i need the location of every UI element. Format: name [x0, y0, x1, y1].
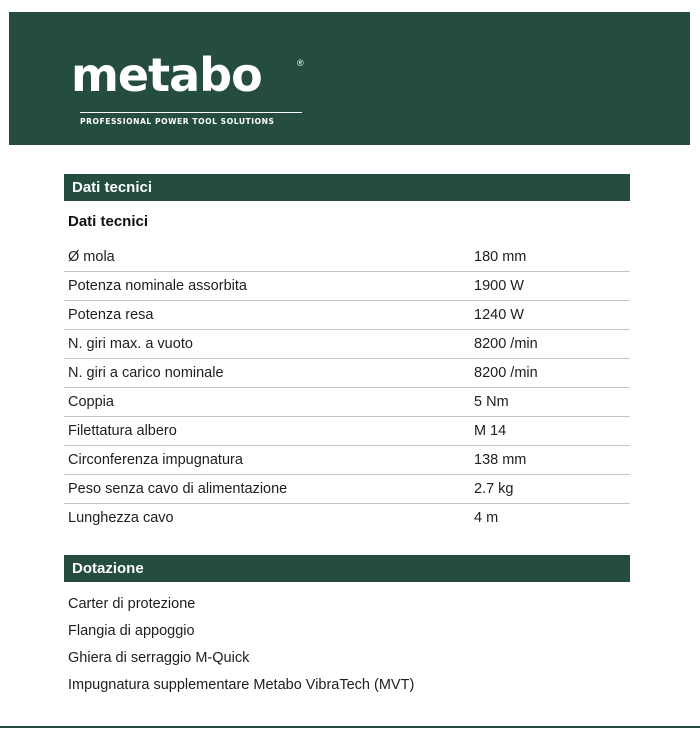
spec-label: Potenza resa — [68, 307, 154, 323]
spec-label: Potenza nominale assorbita — [68, 278, 247, 294]
spec-row — [64, 446, 630, 475]
spec-row — [64, 272, 630, 301]
spec-label: Peso senza cavo di alimentazione — [68, 481, 288, 497]
spec-value: 1240 W — [474, 307, 524, 323]
logo-wordmark: metabo — [71, 48, 262, 102]
specs-subheading: Dati tecnici — [68, 213, 149, 230]
spec-row — [64, 504, 630, 532]
spec-label: N. giri max. a vuoto — [68, 336, 193, 352]
spec-value: 1900 W — [474, 278, 524, 294]
footer-divider — [0, 726, 700, 728]
spec-value: 5 Nm — [474, 394, 509, 410]
logo-divider — [80, 112, 302, 113]
spec-row — [64, 388, 630, 417]
spec-row — [64, 417, 630, 446]
spec-row — [64, 243, 630, 272]
spec-value: 180 mm — [474, 249, 527, 265]
equipment-item: Ghiera di serraggio M-Quick — [68, 650, 250, 666]
spec-value: 4 m — [474, 510, 499, 526]
registered-mark: ® — [297, 58, 304, 68]
specs-section-header: Dati tecnici — [64, 174, 630, 201]
spec-row — [64, 330, 630, 359]
spec-row — [64, 301, 630, 330]
spec-value: M 14 — [474, 423, 507, 439]
equipment-item: Impugnatura supplementare Metabo VibraTech (MVT) — [68, 677, 415, 693]
equipment-list — [68, 594, 414, 702]
spec-label: Ø mola — [68, 249, 115, 265]
equipment-item: Carter di protezione — [68, 596, 196, 612]
brand-banner — [9, 12, 690, 145]
spec-label: N. giri a carico nominale — [68, 365, 224, 381]
spec-value: 8200 /min — [474, 365, 538, 381]
spec-label: Coppia — [68, 394, 114, 410]
logo-tagline: PROFESSIONAL POWER TOOL SOLUTIONS — [80, 117, 275, 126]
spec-row — [64, 475, 630, 504]
specs-table — [64, 243, 630, 532]
spec-label: Filettatura albero — [68, 423, 177, 439]
metabo-logo — [71, 48, 311, 126]
spec-label: Lunghezza cavo — [68, 510, 174, 526]
spec-value: 2.7 kg — [474, 481, 514, 497]
equipment-item: Flangia di appoggio — [68, 623, 195, 639]
equipment-section-header: Dotazione — [64, 555, 630, 582]
spec-value: 138 mm — [474, 452, 527, 468]
spec-value: 8200 /min — [474, 336, 538, 352]
spec-label: Circonferenza impugnatura — [68, 452, 243, 468]
spec-row — [64, 359, 630, 388]
